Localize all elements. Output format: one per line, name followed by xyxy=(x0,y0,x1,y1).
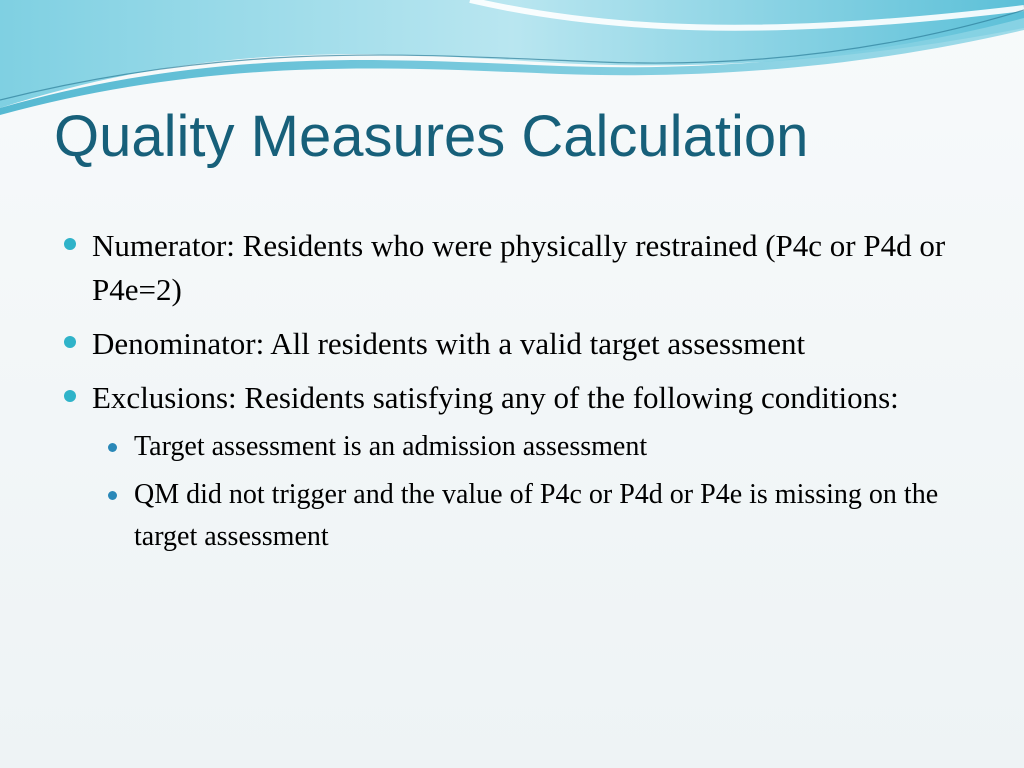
sub-bullet-list xyxy=(104,426,962,558)
header-wave-decoration xyxy=(0,0,1024,120)
sub-bullet-admission xyxy=(104,426,962,468)
bullet-numerator xyxy=(62,224,962,312)
bullet-list xyxy=(62,224,962,568)
bullet-dot-icon xyxy=(64,390,76,402)
sub-bullet-text: Target assessment is an admission assessment xyxy=(134,431,648,462)
bullet-text: Denominator: All residents with a valid target assessment xyxy=(92,326,806,361)
bullet-denominator xyxy=(62,322,962,366)
bullet-dot-icon xyxy=(64,336,76,348)
bullet-dot-icon xyxy=(64,238,76,250)
slide-title: Quality Measures Calculation xyxy=(54,104,809,169)
sub-bullet-text: QM did not trigger and the value of P4c or P4d or P4e is missing on the target assessment xyxy=(134,479,939,552)
bullet-text: Exclusions: Residents satisfying any of the following conditions: xyxy=(92,380,899,415)
sub-bullet-missing-value xyxy=(104,474,962,558)
bullet-text: Numerator: Residents who were physically restrained (P4c or P4d or P4e=2) xyxy=(92,228,946,307)
sub-bullet-dot-icon xyxy=(108,443,117,452)
sub-bullet-dot-icon xyxy=(108,491,117,500)
bullet-exclusions xyxy=(62,376,962,558)
